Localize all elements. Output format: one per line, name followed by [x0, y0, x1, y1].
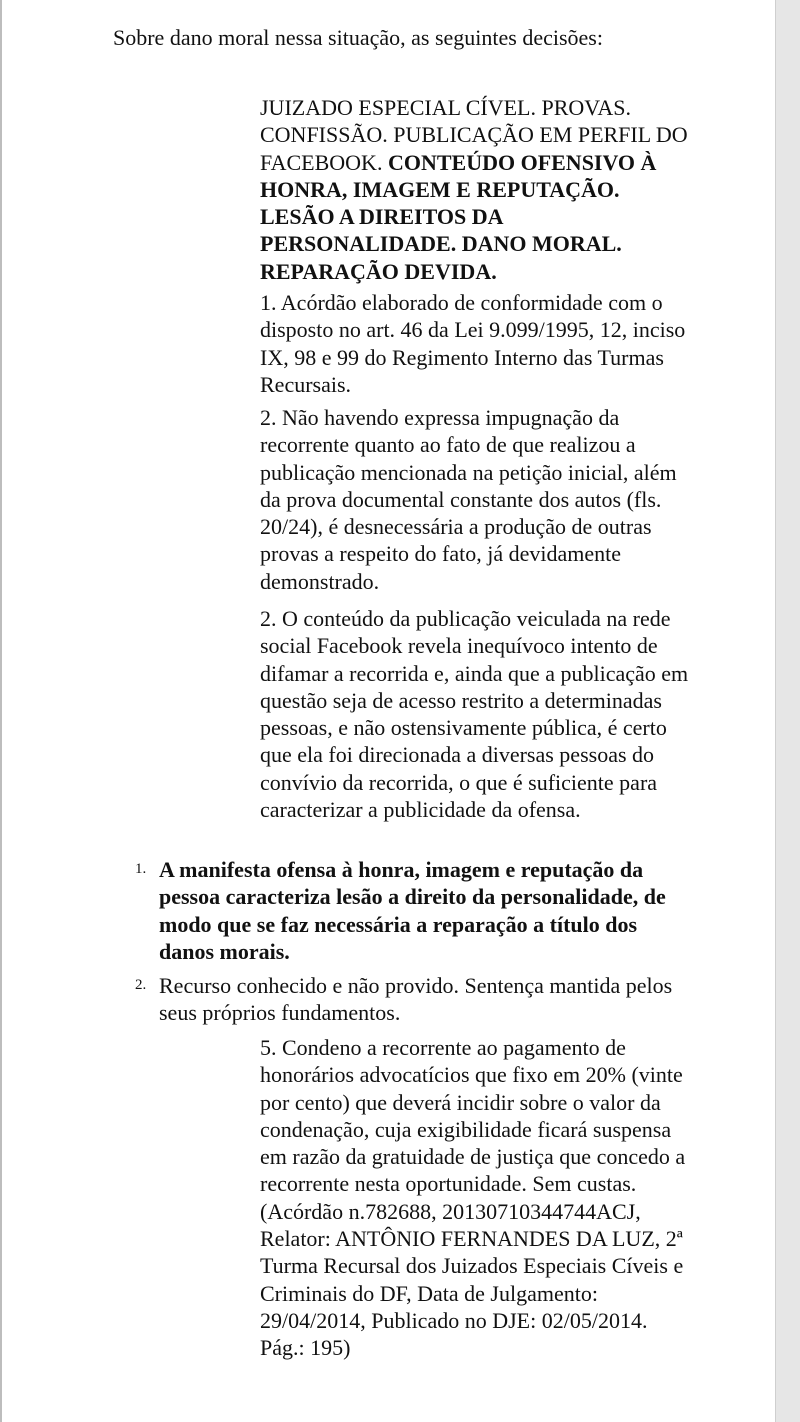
ementa-heading-regular: JUIZADO ESPECIAL CÍVEL. PROVAS. CONFISSÃO. PUBLICAÇÃO EM PERFIL DO FACEBOOK.	[260, 95, 688, 175]
list-item	[135, 856, 675, 965]
ementa-heading	[260, 94, 690, 285]
list-marker: 2.	[135, 977, 147, 993]
ementa-paragraph-1: 1. Acórdão elaborado de conformidade com o disposto no art. 46 da Lei 9.099/1995, 12, inciso IX, 98 e 99 do Regimento Interno das Turmas Recursais.	[260, 290, 686, 397]
intro-paragraph: Sobre dano moral nessa situação, as seguintes decisões:	[113, 25, 603, 50]
list-item-text: Recurso conhecido e não provido. Sentença mantida pelos seus próprios fundamentos.	[159, 973, 673, 1026]
ementa-heading-bold: CONTEÚDO OFENSIVO À HONRA, IMAGEM E REPUTAÇÃO. LESÃO A DIREITOS DA PERSONALIDADE. DANO MORAL. REPARAÇÃO DEVIDA.	[260, 149, 657, 284]
page-right-gutter	[775, 0, 800, 1422]
ementa-paragraph-3: 2. O conteúdo da publicação veiculada na rede social Facebook revela inequívoco intento de difamar a recorrida e, ainda que a publicação em questão seja de acesso restrito a determinadas pessoas, e não ostensivamente pública, é certo que ela foi direcionada a diversas pessoas do convívio da recorrida, o que é suficiente para caracterizar a publicidade da ofensa.	[260, 606, 689, 823]
list-item-text: A manifesta ofensa à honra, imagem e reputação da pessoa caracteriza lesão a direito da personalidade, de modo que se faz necessária a reparação a título dos danos morais.	[159, 857, 666, 964]
ementa-paragraph-5: 5. Condeno a recorrente ao pagamento de honorários advocatícios que fixo em 20% (vinte por cento) que deverá incidir sobre o valor da condenação, cuja exigibilidade ficará suspensa em razão da gratuidade de justiça que concedo a recorrente nesta oportunidade. Sem custas. (Acórdão n.782688, 20130710344744ACJ, Relator: ANTÔNIO FERNANDES DA LUZ, 2ª Turma Recursal dos Juizados Especiais Cíveis e Criminais do DF, Data de Julgamento: 29/04/2014, Publicado no DJE: 02/05/2014. Pág.: 195)	[260, 1035, 686, 1361]
page-left-border	[0, 0, 2, 1422]
list-item	[135, 972, 675, 1027]
list-marker: 1.	[135, 861, 147, 877]
ementa-paragraph-2: 2. Não havendo expressa impugnação da recorrente quanto ao fato de que realizou a publicação mencionada na petição inicial, além da prova documental constante dos autos (fls. 20/24), é desnecessária a produção de outras provas a respeito do fato, já devidamente demonstrado.	[260, 405, 677, 594]
